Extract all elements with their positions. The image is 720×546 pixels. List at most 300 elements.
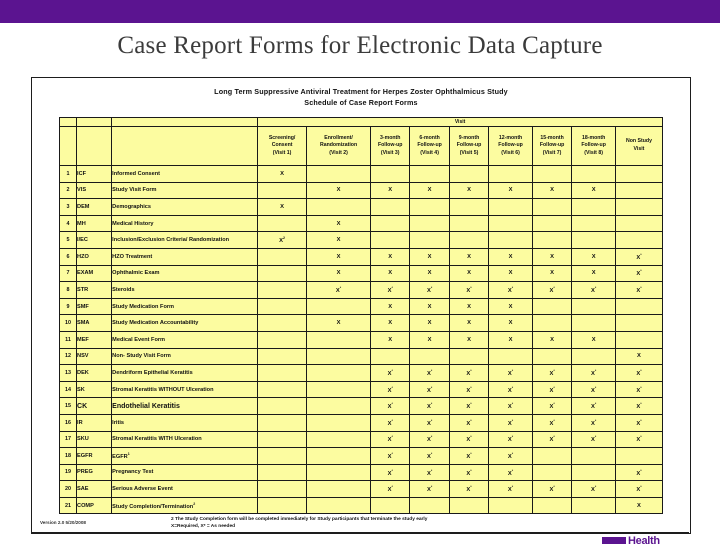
visit-mark: X* [572, 481, 616, 498]
visit-mark-cell [371, 166, 410, 183]
visit-mark: X* [449, 448, 488, 465]
visit-mark: X* [532, 398, 571, 415]
visit-mark: X [449, 182, 488, 199]
document-title-line1: Long Term Suppressive Antiviral Treatment for Herpes Zoster Ophthalmicus Study [214, 87, 508, 96]
visit-mark: X [489, 315, 533, 332]
visit-mark-cell [532, 315, 571, 332]
table-row [60, 199, 663, 216]
form-name: Medical Event Form [112, 331, 258, 348]
visit-mark: X [532, 265, 571, 282]
visit-mark-cell [572, 199, 616, 216]
table-row [60, 464, 663, 481]
table-row [60, 182, 663, 199]
visit-mark: X* [532, 481, 571, 498]
visit-mark: X* [449, 414, 488, 431]
visit-mark: X* [410, 431, 449, 448]
visit-mark-cell [572, 464, 616, 481]
header-code [77, 127, 112, 166]
visit-mark-cell [532, 448, 571, 465]
visit-mark-cell [258, 348, 307, 365]
row-number: 21 [60, 497, 77, 514]
visit-mark: $X^2$ [258, 232, 307, 249]
column-header-visit-7: 15-month Follow-up (Visit 7) [532, 127, 571, 166]
spacer-cell-code [77, 118, 112, 127]
visit-mark: X* [410, 414, 449, 431]
form-code: CK [77, 398, 112, 415]
visit-mark: X [410, 182, 449, 199]
visit-mark: X [258, 166, 307, 183]
row-number: 6 [60, 248, 77, 265]
form-name: Ophthalmic Exam [112, 265, 258, 282]
row-number: 16 [60, 414, 77, 431]
visit-mark-cell [258, 298, 307, 315]
form-code: MEF [77, 331, 112, 348]
visit-mark: X* [532, 365, 571, 382]
visit-mark-cell [258, 182, 307, 199]
visit-mark: X [371, 331, 410, 348]
visit-mark: X* [410, 398, 449, 415]
visit-mark: X [532, 182, 571, 199]
visit-mark-cell [410, 199, 449, 216]
visit-mark-cell [410, 497, 449, 514]
column-header-visit-4: 6-month Follow-up (Visit 4) [410, 127, 449, 166]
form-code: VIS [77, 182, 112, 199]
visit-mark-cell [258, 497, 307, 514]
table-row [60, 497, 663, 514]
visit-group-row [60, 118, 663, 127]
visit-mark-cell [532, 298, 571, 315]
visit-mark: X* [489, 414, 533, 431]
visit-mark-cell [371, 348, 410, 365]
visit-mark-cell [572, 497, 616, 514]
visit-mark-cell [258, 381, 307, 398]
visit-mark-cell [532, 232, 571, 249]
visit-mark-cell [307, 414, 371, 431]
visit-mark-cell [449, 199, 488, 216]
visit-mark-cell [258, 265, 307, 282]
logo-mark-icon [602, 537, 626, 544]
visit-mark-cell [489, 232, 533, 249]
visit-mark: X* [572, 414, 616, 431]
row-number: 8 [60, 282, 77, 299]
form-code: COMP [77, 497, 112, 514]
visit-mark: X* [572, 381, 616, 398]
row-number: 14 [60, 381, 77, 398]
table-row [60, 448, 663, 465]
visit-mark-cell [307, 398, 371, 415]
form-name: Endothelial Keratitis [112, 398, 258, 415]
visit-mark-cell [258, 481, 307, 498]
form-code: DEK [77, 365, 112, 382]
visit-mark-cell [258, 248, 307, 265]
visit-mark: X [258, 199, 307, 216]
form-name: Stromal Keratitis WITHOUT Ulceration [112, 381, 258, 398]
form-code: SAE [77, 481, 112, 498]
visit-mark: X [572, 265, 616, 282]
visit-mark: X [410, 265, 449, 282]
visit-mark: X* [449, 381, 488, 398]
row-number: 3 [60, 199, 77, 216]
visit-mark-cell [258, 448, 307, 465]
visit-mark: X* [449, 282, 488, 299]
visit-mark: X [371, 265, 410, 282]
visit-mark-cell [572, 215, 616, 232]
visit-mark-cell [410, 215, 449, 232]
form-name: Inclusion/Exclusion Criteria/ Randomization [112, 232, 258, 249]
visit-mark-cell [410, 348, 449, 365]
visit-mark: X* [615, 381, 662, 398]
form-name: Medical History [112, 215, 258, 232]
visit-mark: X* [489, 448, 533, 465]
visit-mark: X [307, 232, 371, 249]
form-code: SMA [77, 315, 112, 332]
visit-mark: X* [615, 248, 662, 265]
visit-mark: X [449, 331, 488, 348]
visit-mark-cell [615, 315, 662, 332]
page-title: Case Report Forms for Electronic Data Capture [117, 32, 603, 59]
table-row [60, 315, 663, 332]
visit-mark: X* [532, 431, 571, 448]
visit-mark-cell [449, 166, 488, 183]
column-header-visit-6: 12-month Follow-up (Visit 6) [489, 127, 533, 166]
row-number: 15 [60, 398, 77, 415]
visit-mark: X [572, 182, 616, 199]
visit-mark-cell [371, 199, 410, 216]
visit-mark: X* [371, 464, 410, 481]
form-name: Dendriform Epithelial Keratitis [112, 365, 258, 382]
column-header-visit-2: Enrollment/ Randomization (Visit 2) [307, 127, 371, 166]
header-name [112, 127, 258, 166]
visit-mark-cell [615, 182, 662, 199]
form-code: SMF [77, 298, 112, 315]
form-code: STR [77, 282, 112, 299]
visit-mark-cell [307, 348, 371, 365]
visit-header-row [60, 127, 663, 166]
form-name: Stromal Keratitis WITH Ulceration [112, 431, 258, 448]
visit-mark: X* [572, 431, 616, 448]
row-number: 19 [60, 464, 77, 481]
visit-mark-cell [307, 331, 371, 348]
form-name: HZO Treatment [112, 248, 258, 265]
header-num [60, 127, 77, 166]
visit-mark: X [410, 298, 449, 315]
visit-mark: X* [615, 481, 662, 498]
visit-mark: X [371, 315, 410, 332]
visit-mark: X* [572, 282, 616, 299]
visit-mark-cell [410, 166, 449, 183]
row-number: 4 [60, 215, 77, 232]
organization-logo [602, 532, 698, 546]
visit-mark-cell [307, 166, 371, 183]
row-number: 17 [60, 431, 77, 448]
visit-mark: X* [489, 282, 533, 299]
visit-mark-cell [371, 232, 410, 249]
visit-mark: X* [572, 398, 616, 415]
form-name: Study Completion/Termination$^2$ [112, 497, 258, 514]
visit-mark: X* [307, 282, 371, 299]
visit-mark-cell [307, 365, 371, 382]
visit-mark: X [449, 315, 488, 332]
visit-mark: X* [449, 398, 488, 415]
schedule-table [59, 117, 663, 514]
spacer-cell-name [112, 118, 258, 127]
table-row [60, 365, 663, 382]
top-banner [0, 0, 720, 23]
table-row [60, 348, 663, 365]
visit-mark-cell [258, 315, 307, 332]
table-row [60, 298, 663, 315]
table-head [60, 118, 663, 166]
form-code: DEM [77, 199, 112, 216]
visit-mark-cell [258, 331, 307, 348]
visit-mark: X* [449, 431, 488, 448]
form-code: PREG [77, 464, 112, 481]
visit-mark: X* [410, 282, 449, 299]
form-name: Iritis [112, 414, 258, 431]
visit-mark: X [489, 182, 533, 199]
visit-mark: X [615, 497, 662, 514]
table-row [60, 398, 663, 415]
table-row [60, 166, 663, 183]
visit-mark: X* [489, 464, 533, 481]
visit-mark-cell [371, 215, 410, 232]
row-number: 9 [60, 298, 77, 315]
visit-mark-cell [489, 199, 533, 216]
visit-mark-cell [371, 497, 410, 514]
visit-mark: X [371, 182, 410, 199]
visit-mark-cell [572, 166, 616, 183]
visit-group-header: Visit [258, 118, 663, 127]
visit-mark-cell [572, 232, 616, 249]
visit-mark: X [371, 298, 410, 315]
visit-mark-cell [307, 448, 371, 465]
visit-mark: X [410, 248, 449, 265]
visit-mark: X [410, 331, 449, 348]
visit-mark: X [449, 265, 488, 282]
footnotes [171, 516, 641, 530]
column-header-visit-1: Screening/ Consent (Visit 1) [258, 127, 307, 166]
table-row [60, 331, 663, 348]
row-number: 10 [60, 315, 77, 332]
visit-mark-cell [615, 199, 662, 216]
visit-mark: X* [489, 431, 533, 448]
visit-mark-cell [532, 199, 571, 216]
form-code: MH [77, 215, 112, 232]
visit-mark: X [489, 298, 533, 315]
visit-mark: X* [572, 365, 616, 382]
visit-mark-cell [449, 232, 488, 249]
visit-mark: X [307, 265, 371, 282]
visit-mark: X* [449, 464, 488, 481]
visit-mark: X [572, 248, 616, 265]
bottom-divider [31, 532, 689, 533]
visit-mark-cell [532, 166, 571, 183]
visit-mark: X [572, 331, 616, 348]
visit-mark: X* [532, 414, 571, 431]
visit-mark: X [615, 348, 662, 365]
visit-mark: X* [615, 365, 662, 382]
visit-mark: X* [371, 365, 410, 382]
document-title [32, 87, 690, 108]
form-name: Pregnancy Test [112, 464, 258, 481]
visit-mark-cell [572, 348, 616, 365]
visit-mark-cell [258, 398, 307, 415]
visit-mark-cell [258, 464, 307, 481]
crf-schedule-document [31, 77, 691, 534]
visit-mark: X [307, 215, 371, 232]
visit-mark: X [371, 248, 410, 265]
visit-mark-cell [532, 464, 571, 481]
spacer-cell-num [60, 118, 77, 127]
visit-mark: X* [615, 265, 662, 282]
visit-mark: X* [410, 381, 449, 398]
visit-mark-cell [410, 232, 449, 249]
form-name: Study Medication Accountability [112, 315, 258, 332]
column-header-visit-5: 9-month Follow-up (Visit 5) [449, 127, 488, 166]
visit-mark: X* [410, 464, 449, 481]
visit-mark-cell [449, 497, 488, 514]
visit-mark: X [307, 315, 371, 332]
visit-mark-cell [307, 381, 371, 398]
visit-mark: X* [371, 481, 410, 498]
visit-mark-cell [258, 215, 307, 232]
table-row [60, 481, 663, 498]
visit-mark: X* [532, 381, 571, 398]
form-code: SKU [77, 431, 112, 448]
visit-mark: X* [489, 365, 533, 382]
visit-mark: X* [615, 414, 662, 431]
visit-mark: X* [371, 398, 410, 415]
visit-mark-cell [307, 497, 371, 514]
visit-mark: X [449, 248, 488, 265]
visit-mark: X* [532, 282, 571, 299]
visit-mark-cell [449, 215, 488, 232]
visit-mark-cell [615, 215, 662, 232]
table-row [60, 215, 663, 232]
row-number: 1 [60, 166, 77, 183]
visit-mark: X [307, 248, 371, 265]
visit-mark: X* [615, 282, 662, 299]
row-number: 5 [60, 232, 77, 249]
visit-mark-cell [572, 298, 616, 315]
version-label: Version 2.0 5/20/2008 [40, 520, 86, 525]
visit-mark: X [489, 248, 533, 265]
visit-mark: X [532, 248, 571, 265]
visit-mark: X [307, 182, 371, 199]
row-number: 20 [60, 481, 77, 498]
form-name: Demographics [112, 199, 258, 216]
form-code: SK [77, 381, 112, 398]
visit-mark-cell [572, 315, 616, 332]
table-row [60, 381, 663, 398]
row-number: 18 [60, 448, 77, 465]
visit-mark: X* [615, 464, 662, 481]
visit-mark: X* [615, 398, 662, 415]
form-name: Study Visit Form [112, 182, 258, 199]
visit-mark: X* [371, 414, 410, 431]
visit-mark-cell [489, 497, 533, 514]
document-title-line2: Schedule of Case Report Forms [304, 97, 418, 107]
visit-mark-cell [489, 166, 533, 183]
visit-mark-cell [572, 448, 616, 465]
visit-mark-cell [307, 298, 371, 315]
form-name: Informed Consent [112, 166, 258, 183]
form-name: Study Medication Form [112, 298, 258, 315]
visit-mark-cell [258, 431, 307, 448]
table-row [60, 414, 663, 431]
visit-mark: X* [489, 381, 533, 398]
form-code: NSV [77, 348, 112, 365]
row-number: 12 [60, 348, 77, 365]
visit-mark: X* [410, 481, 449, 498]
form-name: Steroids [112, 282, 258, 299]
column-header-visit-8: 18-month Follow-up (Visit 8) [572, 127, 616, 166]
visit-mark-cell [307, 481, 371, 498]
visit-mark-cell [532, 497, 571, 514]
visit-mark: X [532, 331, 571, 348]
table-row [60, 282, 663, 299]
form-code: ICF [77, 166, 112, 183]
form-code: HZO [77, 248, 112, 265]
form-name: Serious Adverse Event [112, 481, 258, 498]
logo-text: Health [628, 534, 660, 546]
visit-mark: X* [489, 481, 533, 498]
visit-mark: X* [615, 431, 662, 448]
visit-mark-cell [258, 414, 307, 431]
visit-mark-cell [258, 365, 307, 382]
visit-mark: X [489, 265, 533, 282]
footnote-legend: X=Required, X* = As needed [171, 524, 236, 530]
visit-mark-cell [532, 348, 571, 365]
row-number: 2 [60, 182, 77, 199]
table-body [60, 166, 663, 514]
visit-mark: X [489, 331, 533, 348]
table-row [60, 248, 663, 265]
visit-mark-cell [489, 348, 533, 365]
visit-mark-cell [307, 431, 371, 448]
visit-mark-cell [307, 464, 371, 481]
form-code: EXAM [77, 265, 112, 282]
visit-mark-cell [258, 282, 307, 299]
form-code: I/EC [77, 232, 112, 249]
visit-mark: X* [489, 398, 533, 415]
visit-mark-cell [307, 199, 371, 216]
visit-mark: X* [449, 481, 488, 498]
visit-mark: X [410, 315, 449, 332]
row-number: 11 [60, 331, 77, 348]
column-header-visit-3: 3-month Follow-up (Visit 3) [371, 127, 410, 166]
table-row [60, 232, 663, 249]
table-row [60, 265, 663, 282]
form-name: Non- Study Visit Form [112, 348, 258, 365]
column-header-non-study-visit: Non Study Visit [615, 127, 662, 166]
visit-mark-cell [532, 215, 571, 232]
visit-mark-cell [449, 348, 488, 365]
row-number: 13 [60, 365, 77, 382]
table-row [60, 431, 663, 448]
visit-mark: X [449, 298, 488, 315]
visit-mark-cell [615, 298, 662, 315]
visit-mark: X* [449, 365, 488, 382]
visit-mark: X* [371, 431, 410, 448]
visit-mark: X* [410, 448, 449, 465]
visit-mark-cell [489, 215, 533, 232]
form-code: EGFR [77, 448, 112, 465]
form-name: EGFR$^1$ [112, 448, 258, 465]
visit-mark: X* [371, 282, 410, 299]
visit-mark-cell [615, 166, 662, 183]
visit-mark-cell [615, 232, 662, 249]
